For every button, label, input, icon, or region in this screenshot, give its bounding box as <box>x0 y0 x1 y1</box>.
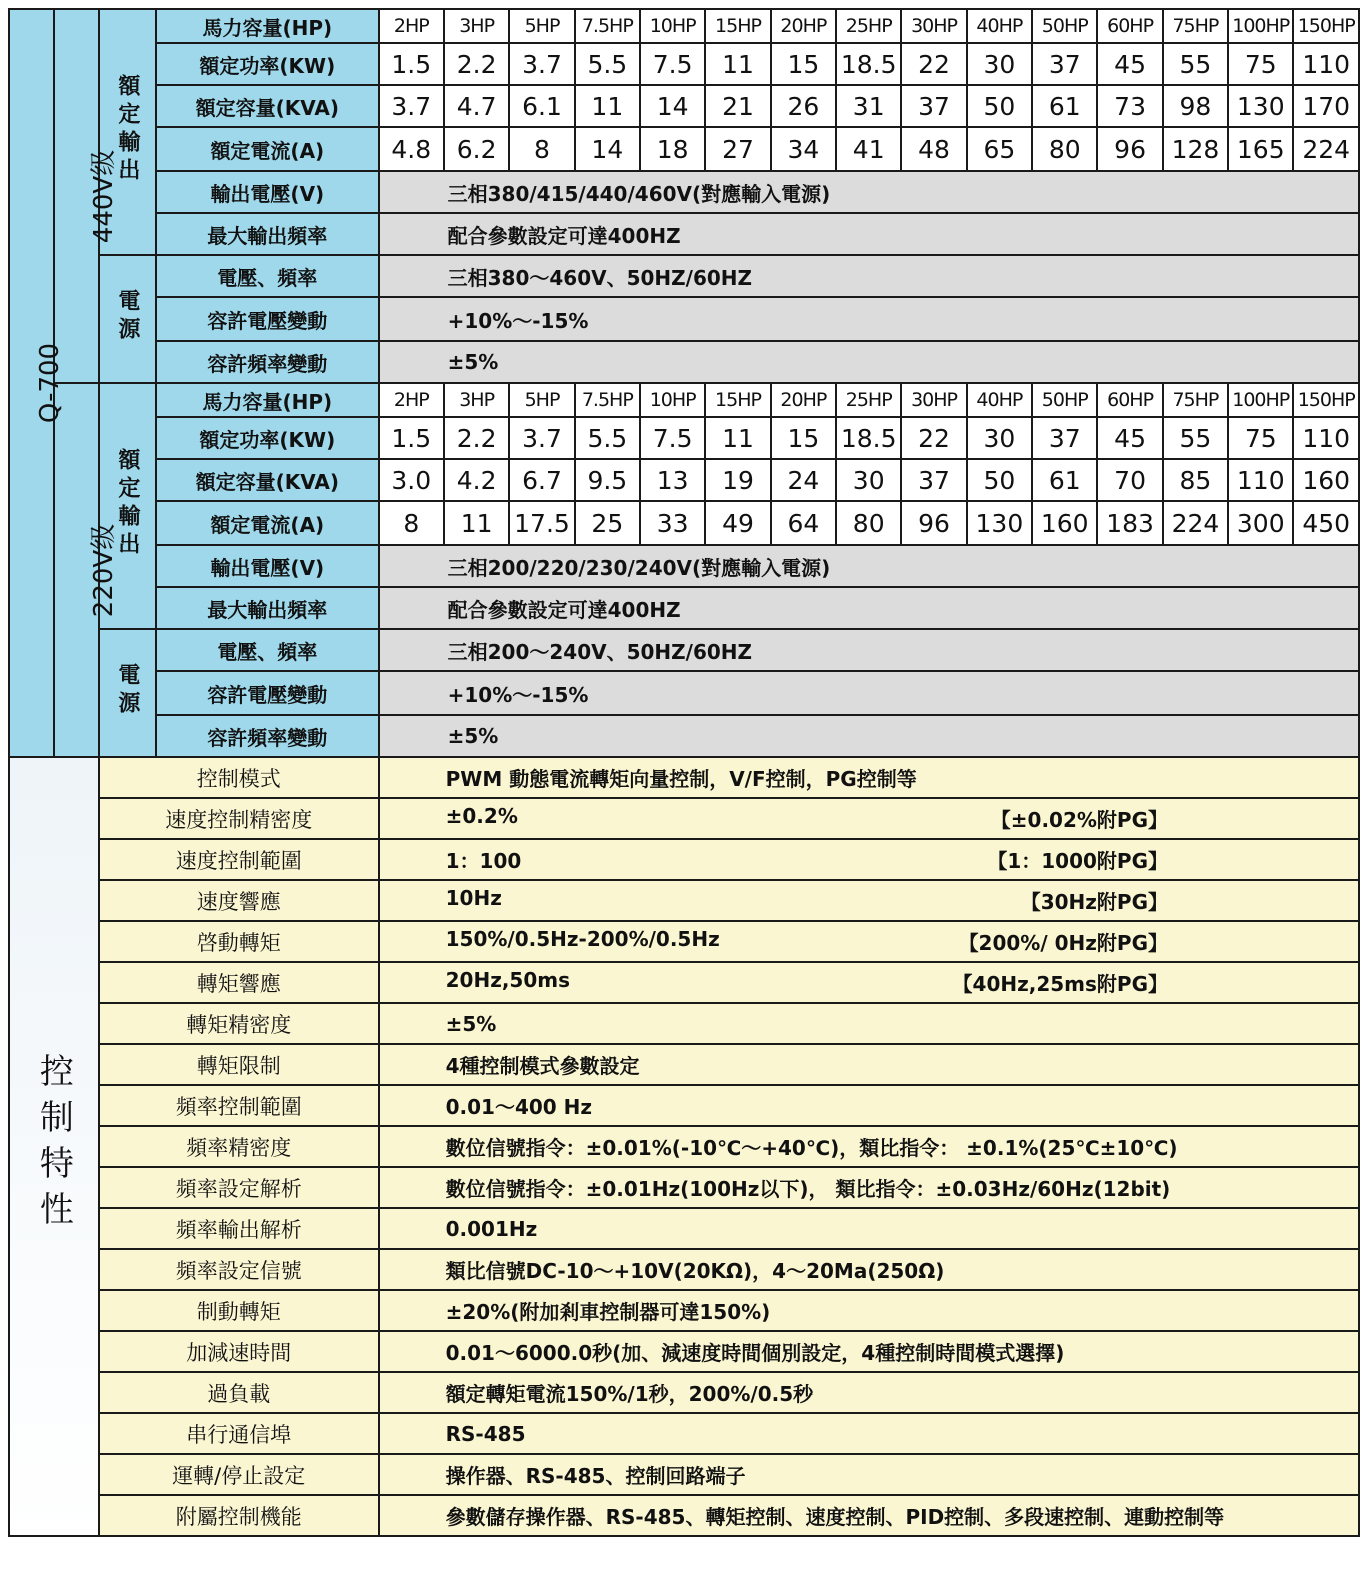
control-row <box>9 1495 1359 1536</box>
kva-value-cell: 31 <box>836 85 901 127</box>
control-row-value <box>379 1495 1359 1536</box>
control-value-text: 參數儲存操作器、RS-485、轉矩控制、速度控制、PID控制、多段速控制、連動控制等 <box>445 1505 1225 1529</box>
amp-value-cell: 65 <box>967 127 1032 171</box>
control-row-value <box>379 1249 1359 1290</box>
control-row <box>9 1454 1359 1495</box>
kw-value-cell: 22 <box>901 43 966 85</box>
control-value-split <box>446 886 1358 915</box>
control-row-value <box>379 1372 1359 1413</box>
kw-value-cell: 5.5 <box>575 43 640 85</box>
control-row-value <box>379 1085 1359 1126</box>
section_440-row-hp <box>9 9 1359 43</box>
kva-value-cell: 4.7 <box>444 85 509 127</box>
control-row <box>9 1044 1359 1085</box>
hp-header-cell: 50HP <box>1032 9 1097 43</box>
section_440-row-vtol <box>9 297 1359 341</box>
control-row-label: 頻率精密度 <box>99 1126 379 1167</box>
kw-value-cell: 1.5 <box>379 417 444 459</box>
section_440-row-kw <box>9 43 1359 85</box>
amp-value-cell: 128 <box>1163 127 1228 171</box>
control-row-label: 過負載 <box>99 1372 379 1413</box>
control-row-value <box>379 839 1359 880</box>
amp-value-cell: 96 <box>1097 127 1162 171</box>
hp-header-cell: 7.5HP <box>575 383 640 417</box>
control-row-label: 加減速時間 <box>99 1331 379 1372</box>
voltage-class-label: 440V级 <box>89 149 120 243</box>
kw-value-cell: 55 <box>1163 43 1228 85</box>
amp-value-cell: 27 <box>705 127 770 171</box>
amp-value-cell: 48 <box>901 127 966 171</box>
kw-value-cell: 11 <box>705 43 770 85</box>
amp-value-cell: 130 <box>967 501 1032 545</box>
hp-header-cell: 25HP <box>836 9 901 43</box>
section_220-voltage-class <box>54 383 120 757</box>
control-value-text: ±20%(附加剎車控制器可達150%) <box>445 1300 771 1324</box>
control-row-value <box>379 1126 1359 1167</box>
kva-value-cell: 6.1 <box>509 85 574 127</box>
hp-header-cell: 3HP <box>444 383 509 417</box>
kva-value-cell: 37 <box>901 85 966 127</box>
max_f-value: 配合參數設定可達400HZ <box>379 587 1359 629</box>
row-label-vf: 電壓、頻率 <box>156 255 379 297</box>
control-row-label: 頻率輸出解析 <box>99 1208 379 1249</box>
control-value-text: ±5% <box>445 1011 497 1036</box>
control-value-split <box>446 927 1358 956</box>
control-row <box>9 1413 1359 1454</box>
kva-value-cell: 30 <box>836 459 901 501</box>
control-value-left: 20Hz,50ms <box>445 968 571 992</box>
kw-value-cell: 75 <box>1228 43 1293 85</box>
amp-value-cell: 96 <box>901 501 966 545</box>
kva-value-cell: 3.0 <box>379 459 444 501</box>
control-value-text: 數位信號指令：±0.01Hz(100Hz以下)， 類比指令：±0.03Hz/60Hz(12bit) <box>445 1177 1171 1201</box>
ftol-value: ±5% <box>379 341 1359 383</box>
control-row-label: 串行通信埠 <box>99 1413 379 1454</box>
kva-value-cell: 130 <box>1228 85 1293 127</box>
section_440-row-max_f <box>9 213 1359 255</box>
row-label-out_v: 輸出電壓(V) <box>156 171 379 213</box>
control-row <box>9 1208 1359 1249</box>
section_440-row-out_v <box>9 171 1359 213</box>
control-row-label: 轉矩響應 <box>99 962 379 1003</box>
power-group-label: 電源 <box>114 289 140 345</box>
control-value-text: 數位信號指令：±0.01%(-10℃～+40℃)，類比指令： ±0.1%(25℃±10℃) <box>445 1136 1178 1160</box>
control-value-right: 【±0.02%附PG】 <box>990 808 1168 832</box>
control-row-value <box>379 962 1359 1003</box>
hp-header-cell: 25HP <box>836 383 901 417</box>
hp-header-cell: 2HP <box>379 9 444 43</box>
section_220-power-group <box>99 629 156 757</box>
kw-value-cell: 15 <box>771 43 836 85</box>
kw-value-cell: 75 <box>1228 417 1293 459</box>
kw-value-cell: 7.5 <box>640 43 705 85</box>
vtol-value: +10%～-15% <box>379 297 1359 341</box>
kw-value-cell: 18.5 <box>836 417 901 459</box>
max_f-value: 配合參數設定可達400HZ <box>379 213 1359 255</box>
control-row-label: 控制模式 <box>99 757 379 798</box>
vtol-value: +10%～-15% <box>379 671 1359 715</box>
control-value-text: 0.01～400 Hz <box>445 1095 593 1119</box>
control-value-left: ±0.2% <box>445 804 518 828</box>
kw-value-cell: 18.5 <box>836 43 901 85</box>
hp-header-cell: 2HP <box>379 383 444 417</box>
control-row-label: 附屬控制機能 <box>99 1495 379 1536</box>
amp-value-cell: 80 <box>1032 127 1097 171</box>
control-value-text: 操作器、RS-485、控制回路端子 <box>445 1464 746 1488</box>
kva-value-cell: 11 <box>575 85 640 127</box>
kw-value-cell: 7.5 <box>640 417 705 459</box>
amp-value-cell: 300 <box>1228 501 1293 545</box>
hp-header-cell: 75HP <box>1163 383 1228 417</box>
section_220-row-out_v <box>9 545 1359 587</box>
hp-header-cell: 20HP <box>771 9 836 43</box>
section_440-voltage-class <box>54 9 120 383</box>
row-label-kva: 額定容量(KVA) <box>156 459 379 501</box>
control-row <box>9 1167 1359 1208</box>
control-row <box>9 757 1359 798</box>
output-group-label: 額定輸出 <box>114 448 140 560</box>
kva-value-cell: 13 <box>640 459 705 501</box>
amp-value-cell: 6.2 <box>444 127 509 171</box>
kva-value-cell: 6.7 <box>509 459 574 501</box>
out_v-value: 三相200/220/230/240V(對應輸入電源) <box>379 545 1359 587</box>
control-row <box>9 1331 1359 1372</box>
control-value-left: 150%/0.5Hz-200%/0.5Hz <box>445 927 720 951</box>
kw-value-cell: 30 <box>967 417 1032 459</box>
kw-value-cell: 110 <box>1293 43 1359 85</box>
control-row-value <box>379 921 1359 962</box>
kw-value-cell: 3.7 <box>509 43 574 85</box>
kw-value-cell: 11 <box>705 417 770 459</box>
hp-header-cell: 50HP <box>1032 383 1097 417</box>
hp-header-cell: 30HP <box>901 383 966 417</box>
kw-value-cell: 3.7 <box>509 417 574 459</box>
kw-value-cell: 110 <box>1293 417 1359 459</box>
section_440-power-group <box>99 255 156 383</box>
hp-header-cell: 10HP <box>640 383 705 417</box>
control-row-value <box>379 1003 1359 1044</box>
section_220-row-ftol <box>9 715 1359 757</box>
kw-value-cell: 45 <box>1097 43 1162 85</box>
amp-value-cell: 80 <box>836 501 901 545</box>
control-row <box>9 1249 1359 1290</box>
control-value-text: 0.01～6000.0秒(加、減速度時間個別設定，4種控制時間模式選擇) <box>445 1341 1065 1365</box>
control-value-split <box>446 804 1358 833</box>
section_440-row-vf <box>9 255 1359 297</box>
section_220-row-kva <box>9 459 1359 501</box>
control-value-text: 類比信號DC-10～+10V(20KΩ)，4～20Ma(250Ω) <box>445 1259 945 1283</box>
row-label-max_f: 最大輸出頻率 <box>156 213 379 255</box>
section_440-row-kva <box>9 85 1359 127</box>
vf-value: 三相380～460V、50HZ/60HZ <box>379 255 1359 297</box>
voltage-class-label: 220V级 <box>89 523 120 617</box>
control-row <box>9 1003 1359 1044</box>
hp-header-cell: 150HP <box>1293 9 1359 43</box>
amp-value-cell: 17.5 <box>509 501 574 545</box>
row-label-hp: 馬力容量(HP) <box>156 9 379 43</box>
kw-value-cell: 37 <box>1032 43 1097 85</box>
kw-value-cell: 22 <box>901 417 966 459</box>
control-row-label: 轉矩限制 <box>99 1044 379 1085</box>
control-row <box>9 921 1359 962</box>
hp-header-cell: 20HP <box>771 383 836 417</box>
kva-value-cell: 110 <box>1228 459 1293 501</box>
amp-value-cell: 8 <box>509 127 574 171</box>
hp-header-cell: 15HP <box>705 383 770 417</box>
hp-header-cell: 5HP <box>509 383 574 417</box>
control-row-value <box>379 1413 1359 1454</box>
kva-value-cell: 61 <box>1032 85 1097 127</box>
row-label-kva: 額定容量(KVA) <box>156 85 379 127</box>
control-row-label: 運轉/停止設定 <box>99 1454 379 1495</box>
kw-value-cell: 45 <box>1097 417 1162 459</box>
amp-value-cell: 224 <box>1163 501 1228 545</box>
hp-header-cell: 7.5HP <box>575 9 640 43</box>
control-value-text: 額定轉矩電流150%/1秒，200%/0.5秒 <box>445 1382 814 1406</box>
kva-value-cell: 98 <box>1163 85 1228 127</box>
amp-value-cell: 49 <box>705 501 770 545</box>
out_v-value: 三相380/415/440/460V(對應輸入電源) <box>379 171 1359 213</box>
control-value-split <box>446 968 1358 997</box>
amp-value-cell: 160 <box>1032 501 1097 545</box>
hp-header-cell: 40HP <box>967 9 1032 43</box>
control-row-label: 制動轉矩 <box>99 1290 379 1331</box>
amp-value-cell: 64 <box>771 501 836 545</box>
hp-header-cell: 40HP <box>967 383 1032 417</box>
kw-value-cell: 37 <box>1032 417 1097 459</box>
spec-table <box>8 8 1360 1537</box>
control-row <box>9 962 1359 1003</box>
kw-value-cell: 55 <box>1163 417 1228 459</box>
kva-value-cell: 37 <box>901 459 966 501</box>
control-row-label: 啓動轉矩 <box>99 921 379 962</box>
control-row <box>9 1290 1359 1331</box>
control-value-right: 【40Hz,25ms附PG】 <box>952 972 1168 996</box>
section_220-row-kw <box>9 417 1359 459</box>
control-row <box>9 839 1359 880</box>
control-value-text: PWM 動態電流轉矩向量控制，V/F控制，PG控制等 <box>445 767 917 791</box>
kva-value-cell: 160 <box>1293 459 1359 501</box>
control-value-text: 4種控制模式參數設定 <box>445 1054 640 1078</box>
control-row-value <box>379 1331 1359 1372</box>
kw-value-cell: 2.2 <box>444 43 509 85</box>
amp-value-cell: 224 <box>1293 127 1359 171</box>
kva-value-cell: 73 <box>1097 85 1162 127</box>
kva-value-cell: 70 <box>1097 459 1162 501</box>
amp-value-cell: 8 <box>379 501 444 545</box>
kva-value-cell: 170 <box>1293 85 1359 127</box>
hp-header-cell: 3HP <box>444 9 509 43</box>
control-value-right: 【1：1000附PG】 <box>987 849 1168 873</box>
kva-value-cell: 3.7 <box>379 85 444 127</box>
section_220-row-vtol <box>9 671 1359 715</box>
amp-value-cell: 18 <box>640 127 705 171</box>
row-label-vf: 電壓、頻率 <box>156 629 379 671</box>
kva-value-cell: 50 <box>967 459 1032 501</box>
hp-header-cell: 60HP <box>1097 383 1162 417</box>
section_220-row-amp <box>9 501 1359 545</box>
control-row-value <box>379 757 1359 798</box>
row-label-amp: 額定電流(A) <box>156 501 379 545</box>
kw-value-cell: 1.5 <box>379 43 444 85</box>
ftol-value: ±5% <box>379 715 1359 757</box>
row-label-ftol: 容許頻率變動 <box>156 715 379 757</box>
kva-value-cell: 9.5 <box>575 459 640 501</box>
control-row-label: 速度響應 <box>99 880 379 921</box>
section_220-row-max_f <box>9 587 1359 629</box>
amp-value-cell: 11 <box>444 501 509 545</box>
amp-value-cell: 41 <box>836 127 901 171</box>
amp-value-cell: 450 <box>1293 501 1359 545</box>
control-row-value <box>379 798 1359 839</box>
kva-value-cell: 4.2 <box>444 459 509 501</box>
hp-header-cell: 60HP <box>1097 9 1162 43</box>
control-value-left: 10Hz <box>445 886 502 910</box>
model-name: Q-700 <box>35 342 66 424</box>
section_440-row-ftol <box>9 341 1359 383</box>
control-row-value <box>379 880 1359 921</box>
section_220-row-vf <box>9 629 1359 671</box>
kw-value-cell: 30 <box>967 43 1032 85</box>
control-row-label: 頻率設定解析 <box>99 1167 379 1208</box>
control-label: 控制特性 <box>33 1052 74 1237</box>
amp-value-cell: 25 <box>575 501 640 545</box>
control-section-label <box>9 757 99 1536</box>
section_440-row-amp <box>9 127 1359 171</box>
amp-value-cell: 34 <box>771 127 836 171</box>
kva-value-cell: 19 <box>705 459 770 501</box>
row-label-amp: 額定電流(A) <box>156 127 379 171</box>
control-value-left: 1：100 <box>445 849 522 873</box>
hp-header-cell: 10HP <box>640 9 705 43</box>
control-row-label: 速度控制精密度 <box>99 798 379 839</box>
hp-header-cell: 75HP <box>1163 9 1228 43</box>
row-label-vtol: 容許電壓變動 <box>156 671 379 715</box>
control-row <box>9 1126 1359 1167</box>
control-value-right: 【200%/ 0Hz附PG】 <box>958 931 1168 955</box>
row-label-kw: 額定功率(KW) <box>156 43 379 85</box>
row-label-hp: 馬力容量(HP) <box>156 383 379 417</box>
kva-value-cell: 26 <box>771 85 836 127</box>
control-row <box>9 1085 1359 1126</box>
control-value-right: 【30Hz附PG】 <box>1020 890 1168 914</box>
amp-value-cell: 14 <box>575 127 640 171</box>
row-label-vtol: 容許電壓變動 <box>156 297 379 341</box>
control-value-text: 0.001Hz <box>445 1216 538 1241</box>
amp-value-cell: 4.8 <box>379 127 444 171</box>
output-group-label: 額定輸出 <box>114 74 140 186</box>
control-value-text: RS-485 <box>445 1421 526 1446</box>
kw-value-cell: 2.2 <box>444 417 509 459</box>
power-group-label: 電源 <box>114 663 140 719</box>
kva-value-cell: 14 <box>640 85 705 127</box>
kw-value-cell: 15 <box>771 417 836 459</box>
kva-value-cell: 85 <box>1163 459 1228 501</box>
kw-value-cell: 5.5 <box>575 417 640 459</box>
model-label <box>9 9 66 757</box>
row-label-max_f: 最大輸出頻率 <box>156 587 379 629</box>
control-row-label: 頻率設定信號 <box>99 1249 379 1290</box>
control-row <box>9 798 1359 839</box>
control-row-value <box>379 1454 1359 1495</box>
row-label-kw: 額定功率(KW) <box>156 417 379 459</box>
amp-value-cell: 165 <box>1228 127 1293 171</box>
kva-value-cell: 24 <box>771 459 836 501</box>
row-label-out_v: 輸出電壓(V) <box>156 545 379 587</box>
section_220-row-hp <box>9 383 1359 417</box>
hp-header-cell: 5HP <box>509 9 574 43</box>
vf-value: 三相200～240V、50HZ/60HZ <box>379 629 1359 671</box>
control-row-label: 轉矩精密度 <box>99 1003 379 1044</box>
amp-value-cell: 33 <box>640 501 705 545</box>
control-row-value <box>379 1208 1359 1249</box>
control-row <box>9 1372 1359 1413</box>
row-label-ftol: 容許頻率變動 <box>156 341 379 383</box>
hp-header-cell: 100HP <box>1228 383 1293 417</box>
kva-value-cell: 21 <box>705 85 770 127</box>
kva-value-cell: 61 <box>1032 459 1097 501</box>
control-row-label: 速度控制範圍 <box>99 839 379 880</box>
hp-header-cell: 100HP <box>1228 9 1293 43</box>
control-row-value <box>379 1290 1359 1331</box>
control-row-value <box>379 1044 1359 1085</box>
hp-header-cell: 150HP <box>1293 383 1359 417</box>
control-row-value <box>379 1167 1359 1208</box>
kva-value-cell: 50 <box>967 85 1032 127</box>
control-row-label: 頻率控制範圍 <box>99 1085 379 1126</box>
control-row <box>9 880 1359 921</box>
control-value-split <box>446 845 1358 874</box>
hp-header-cell: 15HP <box>705 9 770 43</box>
amp-value-cell: 183 <box>1097 501 1162 545</box>
hp-header-cell: 30HP <box>901 9 966 43</box>
